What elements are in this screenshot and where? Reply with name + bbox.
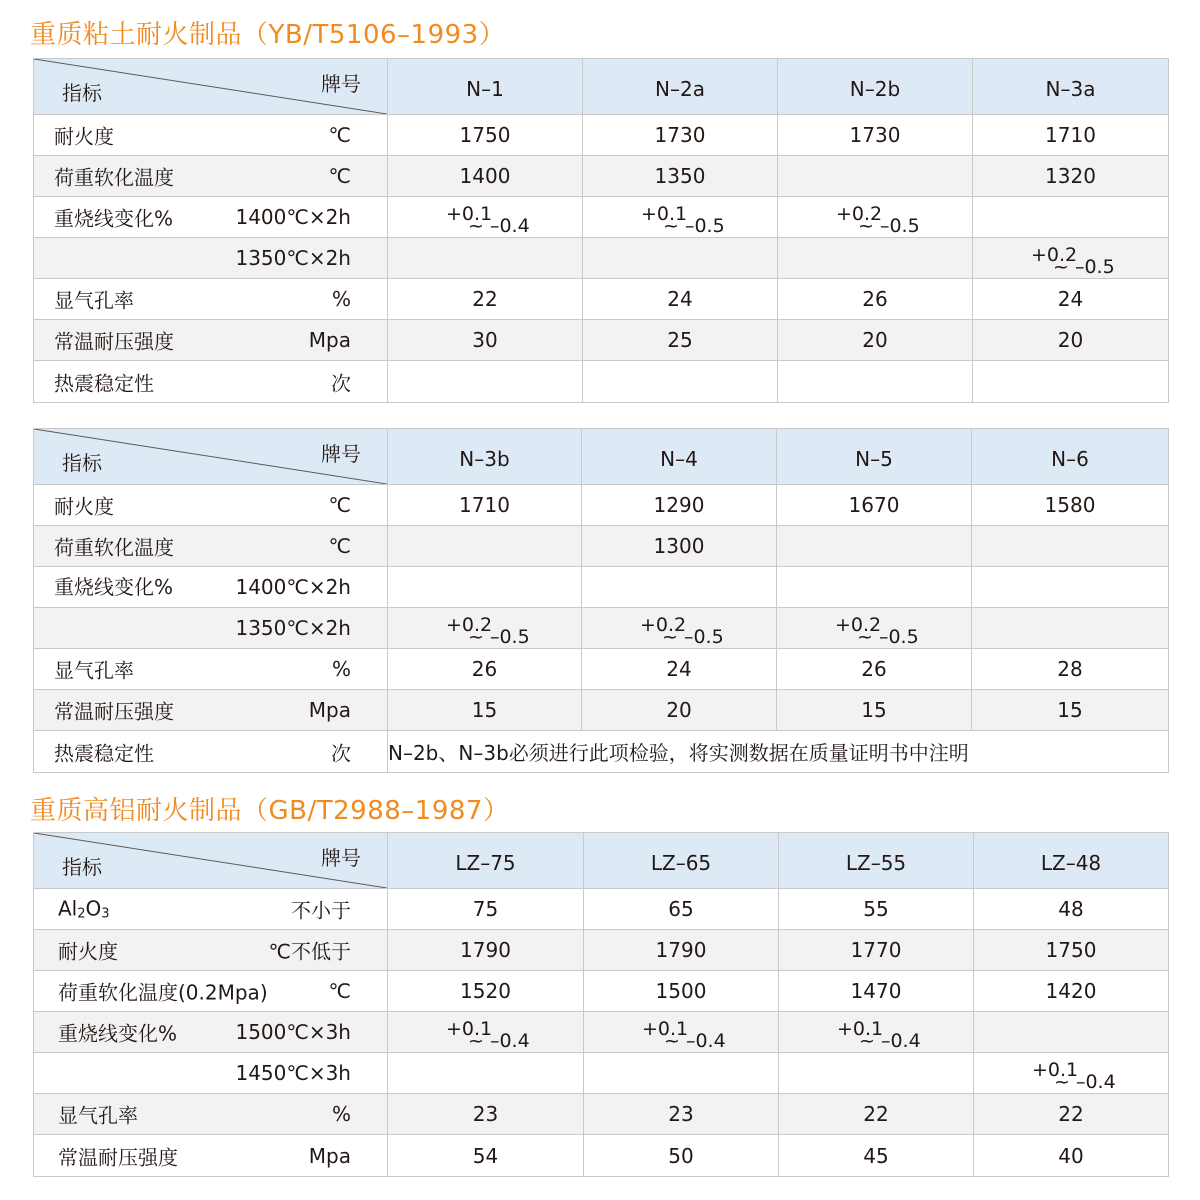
row-unit: ℃ <box>328 123 351 147</box>
row-label-cell <box>34 320 388 361</box>
range-cell <box>973 197 1169 238</box>
value-cell: 1320 <box>973 156 1169 197</box>
value-cell: 65 <box>584 889 779 930</box>
table-row <box>34 115 1169 156</box>
range-upper: +0.2 <box>640 614 687 636</box>
row-unit: ℃ <box>328 534 351 558</box>
value-cell: 26 <box>777 649 972 690</box>
value-cell: 1580 <box>972 485 1169 526</box>
value-cell: 15 <box>777 690 972 731</box>
row-label: 耐火度 <box>54 124 114 149</box>
value-cell: 1300 <box>582 526 777 567</box>
grade-header-label: 牌号 <box>321 72 361 96</box>
alumina-formula: Al2O3 <box>58 896 110 922</box>
row-unit: % <box>331 287 351 311</box>
grade-cell: N–2b <box>778 59 973 115</box>
diagonal-header-cell <box>34 59 388 115</box>
table-row <box>34 930 1169 971</box>
range-upper: +0.2 <box>1031 244 1078 266</box>
grade-cell: LZ–65 <box>584 833 779 889</box>
value-cell <box>972 526 1169 567</box>
range-lower: ~ –0.4 <box>468 1030 530 1052</box>
range-lower: ~ –0.4 <box>468 215 530 237</box>
range-lower: ~ –0.4 <box>1054 1071 1116 1093</box>
row-label: 热震稳定性 <box>54 741 154 765</box>
row-unit: ℃ <box>328 493 351 517</box>
row-label: 显气孔率 <box>54 288 134 313</box>
row-unit: Mpa <box>308 1143 351 1168</box>
clay-table-2 <box>33 428 1169 773</box>
row-label-cell <box>34 361 388 403</box>
value-cell: 22 <box>388 279 583 320</box>
range-upper: +0.1 <box>446 203 493 225</box>
grade-cell: N–6 <box>972 429 1169 485</box>
table-row <box>34 320 1169 361</box>
row-unit: Mpa <box>308 698 351 722</box>
index-header-label: 指标 <box>62 81 102 105</box>
row-unit: % <box>331 1102 351 1126</box>
row-label: 荷重软化温度(0.2Mpa) <box>58 980 268 1005</box>
range-cell <box>584 1053 779 1094</box>
range-cell <box>779 1053 974 1094</box>
table-row <box>34 608 1169 649</box>
value-cell: 75 <box>388 889 584 930</box>
row-label-cell <box>34 1094 388 1135</box>
value-cell <box>778 156 973 197</box>
row-label: 热震稳定性 <box>54 371 154 395</box>
value-cell: 23 <box>584 1094 779 1135</box>
value-cell: 26 <box>388 649 582 690</box>
value-cell: 54 <box>388 1135 584 1177</box>
range-cell <box>777 608 972 649</box>
row-unit: 1450℃×3h <box>235 1061 351 1085</box>
row-label-cell <box>34 1135 388 1177</box>
range-lower: ~ –0.5 <box>663 215 725 237</box>
grade-header-label: 牌号 <box>321 442 361 466</box>
row-unit: Mpa <box>308 328 351 352</box>
range-lower: ~ –0.5 <box>1053 256 1115 278</box>
section1-title: 重质粘土耐火制品（YB/T5106–1993） <box>30 20 506 50</box>
row-label-cell <box>34 690 388 731</box>
range-cell <box>584 1012 779 1053</box>
table-row <box>34 649 1169 690</box>
value-cell <box>777 567 972 608</box>
table-row <box>34 485 1169 526</box>
row-unit: ℃不低于 <box>268 939 351 964</box>
grade-cell: N–3a <box>973 59 1169 115</box>
table-row <box>34 731 1169 773</box>
row-label-cell <box>34 731 388 773</box>
value-cell <box>582 567 777 608</box>
row-unit: % <box>331 657 351 681</box>
header-row <box>34 59 1169 115</box>
value-cell <box>388 526 582 567</box>
value-cell: 1470 <box>779 971 974 1012</box>
row-label: 荷重软化温度 <box>54 165 174 190</box>
range-lower: ~ –0.5 <box>857 626 919 648</box>
row-unit: 1400℃×2h <box>235 205 351 229</box>
row-label: 常温耐压强度 <box>54 699 174 724</box>
range-upper: +0.2 <box>446 614 493 636</box>
range-upper: +0.1 <box>837 1018 884 1040</box>
value-cell: 1500 <box>584 971 779 1012</box>
value-cell <box>388 361 583 403</box>
grade-cell: N–5 <box>777 429 972 485</box>
value-cell: 48 <box>974 889 1169 930</box>
row-label-cell <box>34 930 388 971</box>
value-cell: 15 <box>972 690 1169 731</box>
row-label: 荷重软化温度 <box>54 535 174 560</box>
value-cell: 40 <box>974 1135 1169 1177</box>
diagonal-header-cell <box>34 429 388 485</box>
range-lower: ~ –0.5 <box>468 626 530 648</box>
value-cell: 1670 <box>777 485 972 526</box>
index-header-label: 指标 <box>62 855 102 879</box>
table-row <box>34 971 1169 1012</box>
row-label: 显气孔率 <box>54 658 134 683</box>
row-label: 显气孔率 <box>58 1103 138 1128</box>
table-row <box>34 526 1169 567</box>
table-row <box>34 1053 1169 1094</box>
range-cell <box>974 1053 1169 1094</box>
table-row <box>34 690 1169 731</box>
value-cell: 1290 <box>582 485 777 526</box>
value-cell: 1790 <box>388 930 584 971</box>
grade-cell: N–3b <box>388 429 582 485</box>
value-cell: 50 <box>584 1135 779 1177</box>
alumina-table <box>33 832 1169 1177</box>
range-cell <box>779 1012 974 1053</box>
row-label-cell <box>34 889 388 930</box>
row-label-cell <box>34 971 388 1012</box>
value-cell: 22 <box>974 1094 1169 1135</box>
value-cell: 20 <box>778 320 973 361</box>
value-cell: 15 <box>388 690 582 731</box>
range-cell <box>778 197 973 238</box>
row-label: 重烧线变化% <box>54 206 174 231</box>
range-cell <box>388 197 583 238</box>
range-lower: ~ –0.4 <box>859 1030 921 1052</box>
grade-cell: LZ–48 <box>974 833 1169 889</box>
value-cell: 28 <box>972 649 1169 690</box>
range-cell <box>388 608 582 649</box>
value-cell: 20 <box>973 320 1169 361</box>
value-cell <box>777 526 972 567</box>
value-cell: 24 <box>582 649 777 690</box>
range-cell <box>582 608 777 649</box>
grade-cell: N–1 <box>388 59 583 115</box>
table-row <box>34 1094 1169 1135</box>
value-cell: 1730 <box>778 115 973 156</box>
diagonal-header-cell <box>34 833 388 889</box>
row-label-cell <box>34 279 388 320</box>
value-cell <box>973 361 1169 403</box>
value-cell: 1710 <box>973 115 1169 156</box>
table-row <box>34 1012 1169 1053</box>
row-label-cell <box>34 115 388 156</box>
grade-cell: N–2a <box>583 59 778 115</box>
value-cell: 23 <box>388 1094 584 1135</box>
range-cell <box>778 238 973 279</box>
table-row <box>34 156 1169 197</box>
range-cell <box>388 1012 584 1053</box>
index-header-label: 指标 <box>62 451 102 475</box>
value-cell: 1520 <box>388 971 584 1012</box>
table-row <box>34 279 1169 320</box>
value-cell: 22 <box>779 1094 974 1135</box>
row-unit: ℃ <box>328 979 351 1003</box>
table-row <box>34 361 1169 403</box>
row-unit: 1350℃×2h <box>235 616 351 640</box>
row-label: 常温耐压强度 <box>54 329 174 354</box>
row-label: 耐火度 <box>54 494 114 519</box>
range-upper: +0.2 <box>836 203 883 225</box>
table-row <box>34 567 1169 608</box>
range-cell <box>974 1012 1169 1053</box>
row-label-cell <box>34 1012 388 1053</box>
row-unit: 次 <box>331 741 351 765</box>
value-cell <box>583 361 778 403</box>
range-cell <box>973 238 1169 279</box>
value-cell: 24 <box>583 279 778 320</box>
value-cell: 1420 <box>974 971 1169 1012</box>
value-cell: 1790 <box>584 930 779 971</box>
grade-header-label: 牌号 <box>321 846 361 870</box>
row-label: 常温耐压强度 <box>58 1145 178 1169</box>
row-unit: 不小于 <box>291 898 351 923</box>
value-cell <box>778 361 973 403</box>
row-unit: 1500℃×3h <box>235 1020 351 1044</box>
value-cell <box>972 567 1169 608</box>
row-label-cell <box>34 608 388 649</box>
value-cell: 1770 <box>779 930 974 971</box>
row-label-cell <box>34 526 388 567</box>
table-row <box>34 1135 1169 1177</box>
range-cell <box>583 238 778 279</box>
value-cell: 24 <box>973 279 1169 320</box>
range-upper: +0.1 <box>446 1018 493 1040</box>
range-cell <box>583 197 778 238</box>
grade-cell: N–4 <box>582 429 777 485</box>
row-unit: 1400℃×2h <box>235 575 351 599</box>
value-cell: 1710 <box>388 485 582 526</box>
range-upper: +0.1 <box>642 1018 689 1040</box>
row-label: 耐火度 <box>58 939 118 964</box>
value-cell: 25 <box>583 320 778 361</box>
header-row <box>34 429 1169 485</box>
range-lower: ~ –0.4 <box>664 1030 726 1052</box>
value-cell: 1400 <box>388 156 583 197</box>
row-label-cell <box>34 567 388 608</box>
value-cell: 1730 <box>583 115 778 156</box>
row-label: 重烧线变化% <box>54 575 174 599</box>
value-cell: 20 <box>582 690 777 731</box>
grade-cell: LZ–55 <box>779 833 974 889</box>
row-unit: ℃ <box>328 164 351 188</box>
row-label-cell <box>34 156 388 197</box>
clay-table-1 <box>33 58 1169 403</box>
value-cell: 30 <box>388 320 583 361</box>
row-label-cell <box>34 649 388 690</box>
inspection-note: N–2b、N–3b必须进行此项检验，将实测数据在质量证明书中注明 <box>388 731 1169 773</box>
header-row <box>34 833 1169 889</box>
row-label-cell <box>34 238 388 279</box>
row-label-cell <box>34 1053 388 1094</box>
value-cell: 1350 <box>583 156 778 197</box>
range-upper: +0.1 <box>1032 1059 1079 1081</box>
range-upper: +0.2 <box>835 614 882 636</box>
row-unit: 次 <box>331 371 351 395</box>
value-cell: 26 <box>778 279 973 320</box>
table-row <box>34 197 1169 238</box>
range-cell <box>388 1053 584 1094</box>
row-unit: 1350℃×2h <box>235 246 351 270</box>
table-row <box>34 238 1169 279</box>
value-cell: 1750 <box>388 115 583 156</box>
value-cell: 1750 <box>974 930 1169 971</box>
range-upper: +0.1 <box>641 203 688 225</box>
section3-title: 重质高铝耐火制品（GB/T2988–1987） <box>30 796 510 826</box>
row-label-cell <box>34 485 388 526</box>
row-label: 重烧线变化% <box>58 1021 178 1046</box>
range-cell <box>972 608 1169 649</box>
grade-cell: LZ–75 <box>388 833 584 889</box>
row-label-cell <box>34 197 388 238</box>
range-cell <box>388 238 583 279</box>
range-lower: ~ –0.5 <box>858 215 920 237</box>
range-lower: ~ –0.5 <box>662 626 724 648</box>
table-row <box>34 889 1169 930</box>
value-cell: 45 <box>779 1135 974 1177</box>
value-cell <box>388 567 582 608</box>
value-cell: 55 <box>779 889 974 930</box>
